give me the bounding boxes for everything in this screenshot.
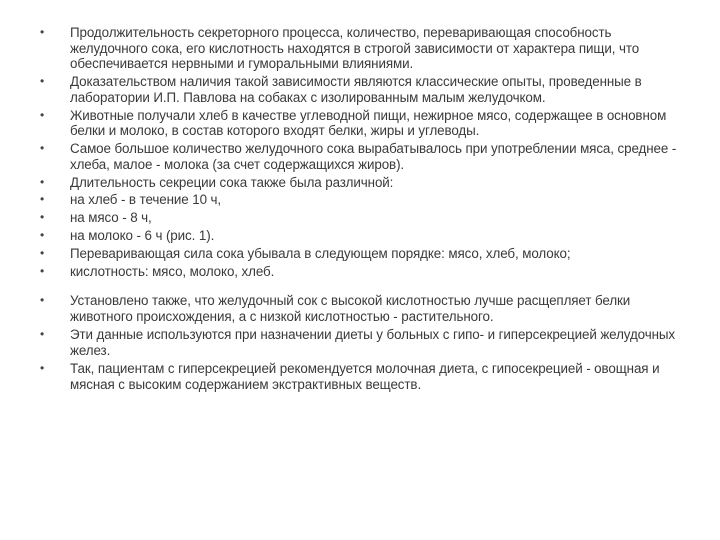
bullet-text: Переваривающая сила сока убывала в следующем порядке: мясо, хлеб, молоко; xyxy=(70,246,571,262)
bullet-item xyxy=(38,361,678,392)
bullet-item xyxy=(38,293,678,324)
bullet-item xyxy=(38,25,678,72)
bullet-item xyxy=(38,108,678,139)
bullet-text: Животные получали хлеб в качестве углеводной пищи, нежирное мясо, содержащее в основном белки и молоко, в состав которого входят белки, жиры и углеводы. xyxy=(70,107,667,139)
bullet-dot-icon: • xyxy=(40,141,45,156)
bullet-text: Самое большое количество желудочного сока вырабатывалось при употреблении мяса, среднее - хлеба, малое - молока (за счет содержащихся жиров). xyxy=(70,141,677,172)
bullet-text: Эти данные используются при назначении диеты у больных с гипо- и гиперсекрецией желудочных желез. xyxy=(70,327,676,358)
bullet-item xyxy=(38,141,678,172)
bullet-dot-icon: • xyxy=(40,107,45,122)
bullet-dot-icon: • xyxy=(40,192,45,207)
bullet-text: Длительность секреции сока также была различной: xyxy=(70,174,394,190)
bullet-dot-icon: • xyxy=(40,210,45,225)
bullet-item xyxy=(38,192,678,208)
bullet-item xyxy=(38,327,678,358)
bullet-text: Так, пациентам с гиперсекрецией рекомендуется молочная диета, с гипосекрецией - овощная и мясная с высоким содержанием экстрактивных веществ. xyxy=(70,361,660,392)
bullet-text: на мясо - 8 ч, xyxy=(70,210,152,226)
bullet-dot-icon: • xyxy=(40,74,45,89)
bullet-text: Доказательством наличия такой зависимости являются классические опыты, проведенные в лаборатории И.П. Павлова на собаках с изолированным малым желудочком. xyxy=(70,74,642,105)
bullet-item xyxy=(38,246,678,262)
bullet-list-2 xyxy=(38,293,678,396)
bullet-item xyxy=(38,175,678,191)
bullet-dot-icon: • xyxy=(40,293,45,307)
bullet-dot-icon: • xyxy=(40,25,45,39)
bullet-item xyxy=(38,228,678,244)
bullet-text: кислотность: мясо, молоко, хлеб. xyxy=(70,263,275,279)
bullet-dot-icon: • xyxy=(40,361,45,376)
bullet-text: на хлеб - в течение 10 ч, xyxy=(70,192,222,208)
bullet-text: на молоко - 6 ч (рис. 1). xyxy=(70,228,215,244)
bullet-dot-icon: • xyxy=(40,174,45,189)
bullet-text: Установлено также, что желудочный сок с высокой кислотностью лучше расщепляет белки животного происхождения, а с низкой кислотностью - растительного. xyxy=(70,293,631,324)
bullet-item xyxy=(38,74,678,105)
bullet-item xyxy=(38,264,678,280)
bullet-dot-icon: • xyxy=(40,246,45,261)
bullet-list-1 xyxy=(38,25,678,282)
bullet-dot-icon: • xyxy=(40,327,45,342)
bullet-item xyxy=(38,210,678,226)
bullet-dot-icon: • xyxy=(40,228,45,243)
bullet-text: Продолжительность секреторного процесса, количество, переваривающая способность желудочного сока, его кислотность находятся в строгой зависимости от характера пищи, что обеспечивается нервными и гуморальными влияниями. xyxy=(70,25,640,72)
bullet-dot-icon: • xyxy=(40,263,45,278)
